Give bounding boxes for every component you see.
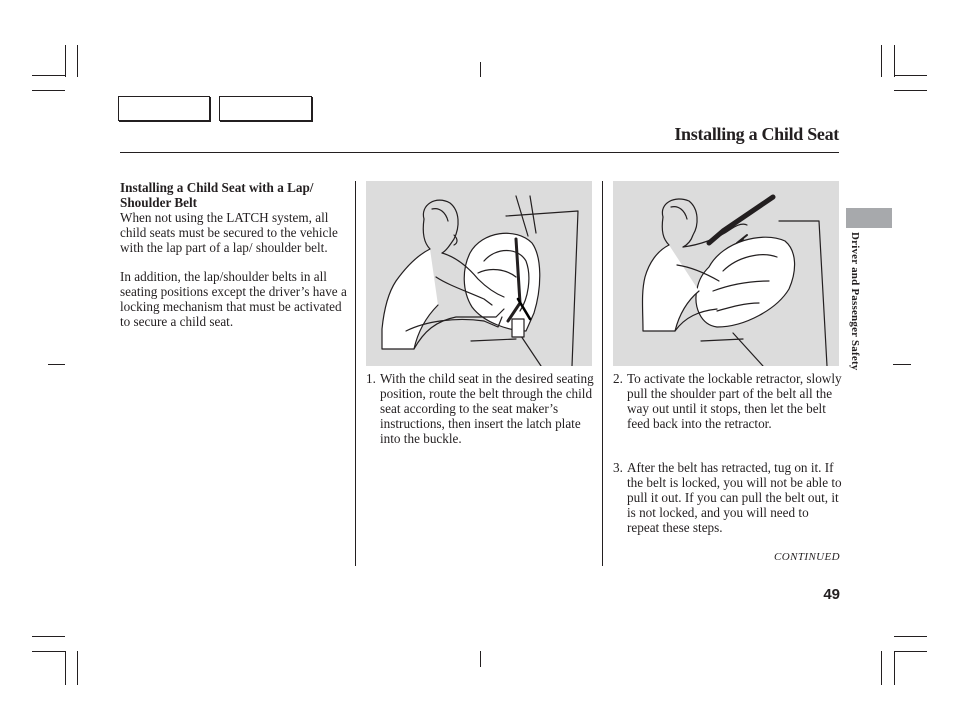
nav-box-right[interactable] [219, 96, 312, 121]
illustration-buckling-child-seat [366, 181, 592, 366]
section-tab-label: Driver and Passenger Safety [849, 232, 861, 371]
page-title: Installing a Child Seat [674, 124, 839, 144]
section-tab [846, 208, 892, 228]
column-divider-left [355, 181, 356, 566]
step-text: After the belt has retracted, tug on it. If the belt is locked, you will not be able to pull it out. If you can pull the belt out, it is not locked, and you will need to repeat these steps. [627, 460, 842, 535]
step-number: 2. [613, 371, 623, 386]
page-number: 49 [823, 586, 840, 603]
column-divider-right [602, 181, 603, 566]
intro-paragraph-2: In addition, the lap/shoulder belts in all seating positions except the driver’s have a locking mechanism that must be activated to secure a child seat. [120, 269, 347, 330]
step-number: 1. [366, 371, 376, 386]
step-text: To activate the lockable retractor, slowly pull the shoulder part of the belt all the way out until it stops, then let the belt feed back into the retractor. [627, 371, 842, 431]
continued-label: CONTINUED [774, 551, 840, 563]
step-text: With the child seat in the desired seating position, route the belt through the child seat according to the seat maker’s instructions, then insert the latch plate into the buckle. [380, 371, 594, 446]
nav-box-left[interactable] [118, 96, 210, 121]
header-rule [120, 152, 839, 153]
section-heading: Installing a Child Seat with a Lap/ Shoulder Belt [120, 180, 314, 210]
step-number: 3. [613, 460, 623, 475]
intro-section [120, 181, 350, 330]
illustration-pulling-shoulder-belt [613, 181, 839, 366]
intro-paragraph-1: When not using the LATCH system, all child seats must be secured to the vehicle with the lap part of a lap/ shoulder belt. [120, 209, 338, 255]
